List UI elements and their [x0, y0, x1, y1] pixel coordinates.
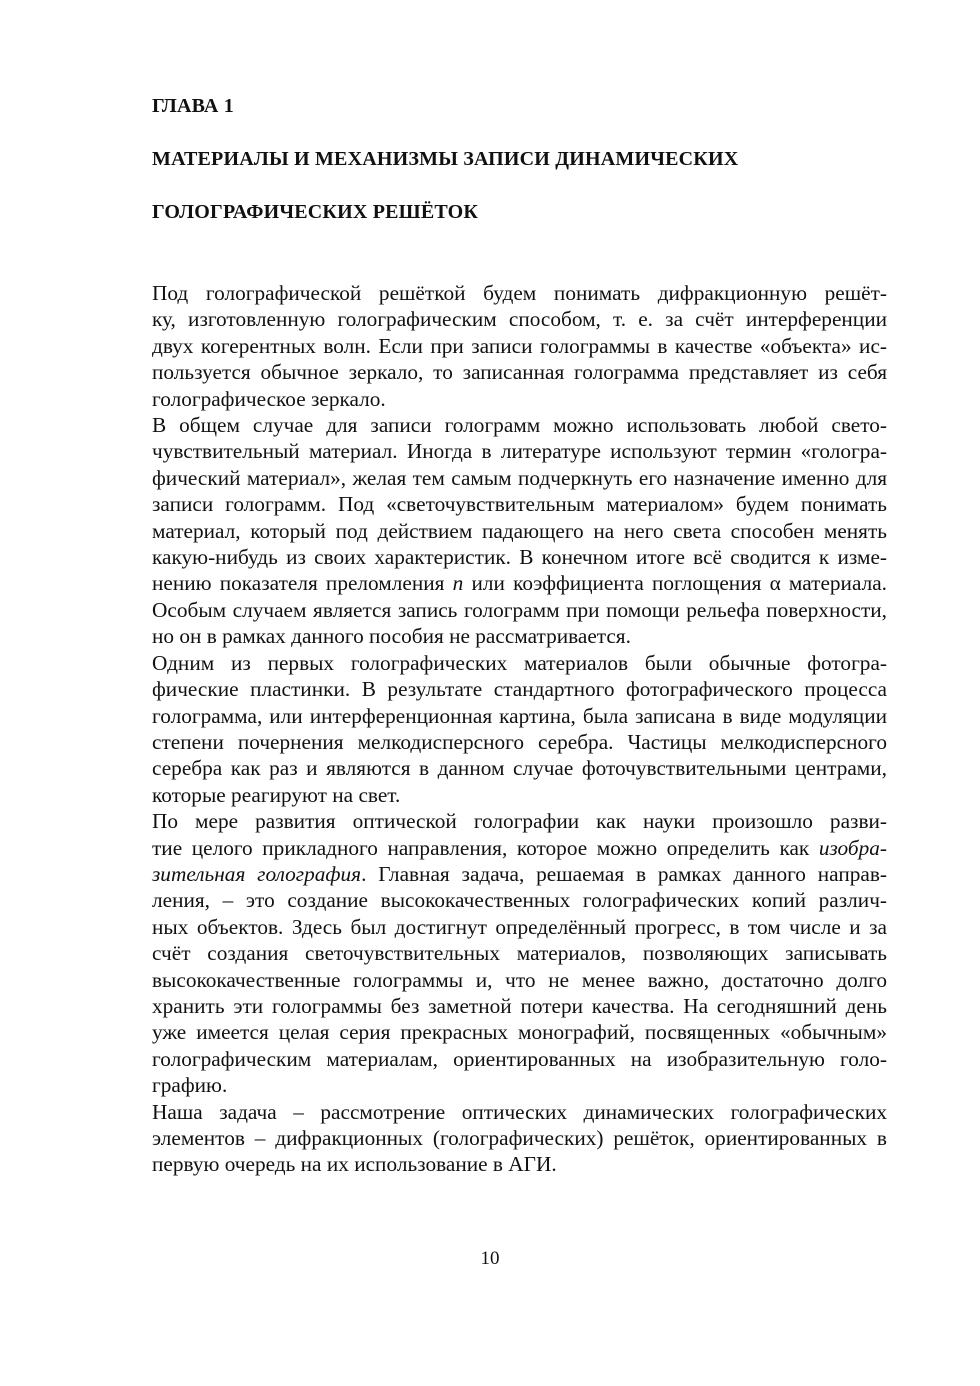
- text-line: элементов – дифракционных (голографических) решёток, ориентированных в: [152, 1126, 887, 1150]
- text-line: счёт создания светочувствительных материалов, позволяющих записывать: [152, 941, 887, 966]
- text-line: хранить эти голограммы без заметной потери качества. На сегодняшний день: [152, 993, 887, 1018]
- text-line: В общем случае для записи голограмм можно использовать любой свето-: [152, 413, 887, 438]
- text-line: голографическое зеркало.: [152, 386, 386, 411]
- paragraph: [94, 412, 887, 650]
- text-line: серебра как раз и являются в данном случае фоточувствительными центрами,: [152, 756, 887, 781]
- text-line: уже имеется целая серия прекрасных монографий, посвященных «обычным»: [152, 1020, 887, 1045]
- text-line: степени почернения мелкодисперсного серебра. Частицы мелкодисперсного: [152, 729, 887, 754]
- text-line: двух когерентных волн. Если при записи голограммы в качестве «объекта» ис-: [152, 333, 887, 358]
- text-line: ку, изготовленную голографическим способом, т. е. за счёт интерференции: [152, 307, 887, 332]
- text-line: Одним из первых голографических материалов были обычные фотогра-: [152, 650, 887, 675]
- text-line: голограмма, или интерференционная картина, была записана в виде модуляции: [152, 703, 887, 728]
- text-line: По мере развития оптической голографии как науки произошло разви-: [152, 809, 887, 834]
- paragraph: [94, 808, 887, 1098]
- text-line: пользуется обычное зеркало, то записанная голограмма представляет из себя: [152, 360, 887, 385]
- chapter-label: ГЛАВА 1: [152, 95, 234, 117]
- text-line: ления, – это создание высококачественных голографических копий различ-: [152, 888, 887, 913]
- text-line: какую-нибудь из своих характеристик. В конечном итоге всё сводится к изме-: [152, 545, 887, 570]
- text-line: которые реагируют на свет.: [152, 782, 401, 807]
- text-line: Под голографической решёткой будем понимать дифракционную решёт-: [152, 281, 887, 305]
- paragraph: [94, 1099, 887, 1178]
- text-line: высококачественные голограммы и, что не менее важно, достаточно долго: [152, 967, 887, 992]
- text-line: Особым случаем является запись голограмм при помощи рельефа поверхности,: [152, 597, 887, 622]
- text-line: чувствительный материал. Иногда в литературе используют термин «гологра-: [152, 439, 887, 464]
- text-line: Наша задача – рассмотрение оптических динамических голографических: [152, 1099, 887, 1124]
- text-line: фические пластинки. В результате стандартного фотографического процесса: [152, 677, 887, 702]
- text-line: графию.: [152, 1073, 228, 1098]
- text-line: ных объектов. Здесь был достигнут определённый прогресс, в том числе и за: [152, 914, 887, 939]
- text-line: фический материал», желая тем самым подчеркнуть его назначение именно для: [152, 465, 887, 490]
- page-number: 10: [480, 1248, 500, 1269]
- body-text: [94, 280, 887, 1178]
- paragraph: [94, 650, 887, 808]
- text-line: тие целого прикладного направления, которое можно определить как изобра-: [152, 835, 887, 860]
- text-line: материал, который под действием падающего на него света способен менять: [152, 518, 887, 543]
- paragraph: [94, 280, 887, 412]
- text-line: голографическим материалам, ориентированных на изобразительную голо-: [152, 1046, 887, 1071]
- text-line: первую очередь на их использование в АГИ.: [152, 1152, 557, 1177]
- text-line: нению показателя преломления n или коэффициента поглощения α материала.: [152, 571, 887, 596]
- text-line: записи голограмм. Под «светочувствительным материалом» будем понимать: [152, 492, 887, 517]
- text-line: зительная голография. Главная задача, решаемая в рамках данного направ-: [152, 861, 887, 886]
- text-line: но он в рамках данного пособия не рассматривается.: [152, 624, 631, 649]
- chapter-title-line-1: МАТЕРИАЛЫ И МЕХАНИЗМЫ ЗАПИСИ ДИНАМИЧЕСКИХ: [152, 148, 739, 170]
- chapter-title-line-2: ГОЛОГРАФИЧЕСКИХ РЕШЁТОК: [152, 201, 479, 223]
